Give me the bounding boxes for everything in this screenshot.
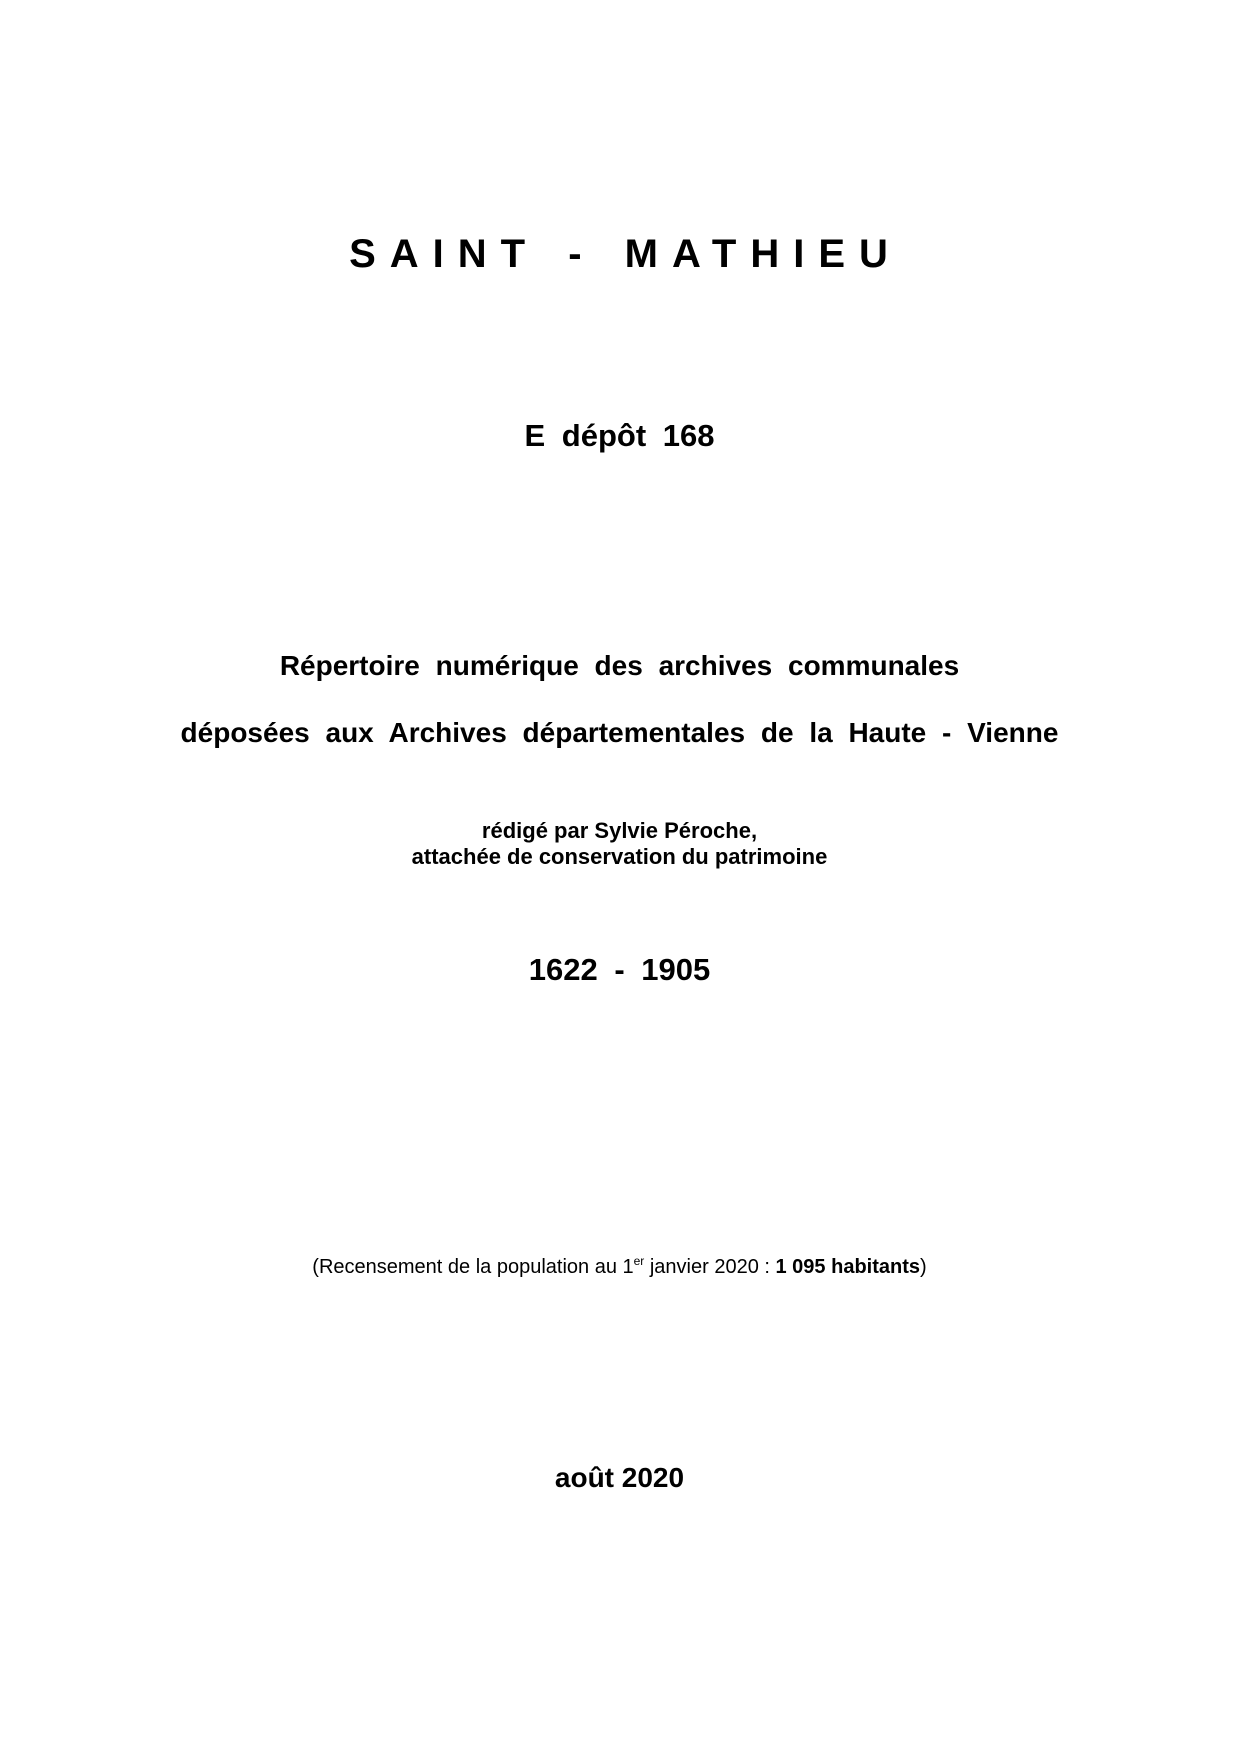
document-title-line-2: déposées aux Archives départementales de la Haute - Vienne: [180, 717, 1059, 748]
census-population: 1 095 habitants: [775, 1256, 921, 1278]
census-prefix: (Recensement de la population au 1: [312, 1256, 634, 1278]
date-range: 1622 - 1905: [528, 952, 711, 987]
census-suffix: ): [920, 1256, 927, 1278]
author-name: rédigé par Sylvie Péroche,: [481, 818, 758, 843]
document-title-line-1: Répertoire numérique des archives communales: [279, 650, 960, 681]
author-role: attachée de conservation du patrimoine: [411, 844, 828, 869]
census-middle: janvier 2020 :: [644, 1256, 776, 1278]
archive-reference: E dépôt 168: [524, 418, 715, 453]
edition-date: août 2020: [554, 1462, 685, 1493]
commune-name: SAINT - MATHIEU: [349, 232, 902, 276]
census-note: [0, 1256, 1239, 1279]
census-superscript: er: [633, 1254, 645, 1268]
